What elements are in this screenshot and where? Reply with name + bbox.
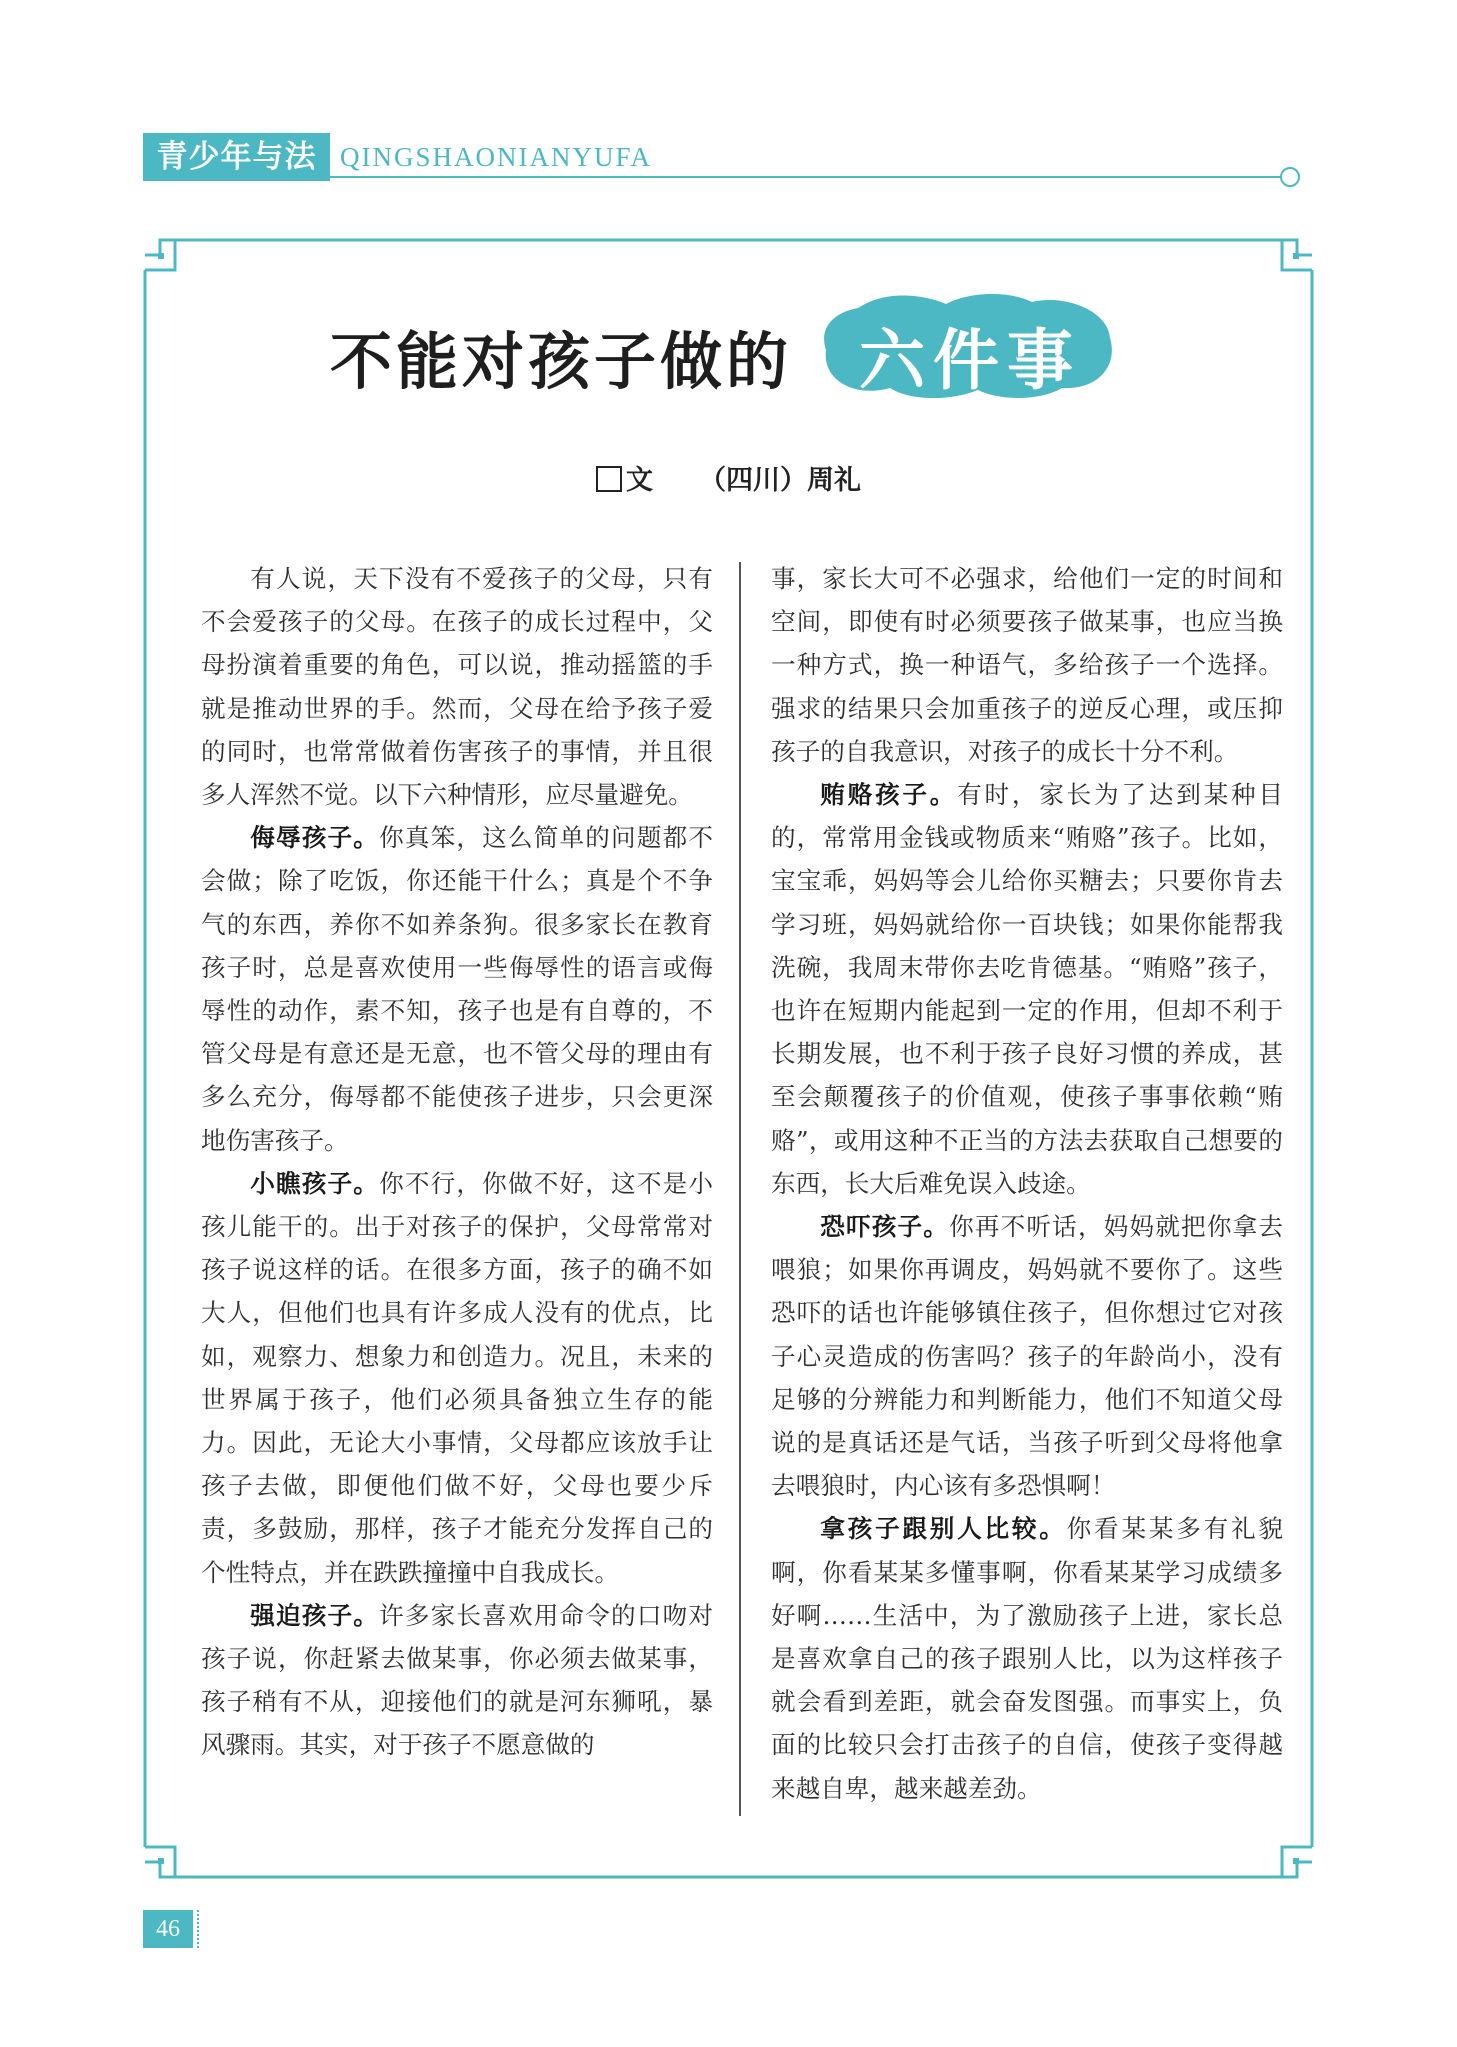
- byline-prefix: 文: [626, 465, 653, 496]
- section-heading: 贿赂孩子。: [820, 780, 958, 810]
- byline-author: （四川）周礼: [699, 465, 861, 496]
- section-body: 许多家长喜欢用命令的口吻对孩子说，你赶紧去做某事，你必须去做某事，孩子稍有不从，迎接他们的就是河东狮吼，暴风骤雨。其实，对于孩子不愿意做的: [201, 1600, 713, 1760]
- column-divider: [739, 562, 741, 1816]
- section-heading: 拿孩子跟别人比较。: [820, 1514, 1067, 1544]
- article-title-highlight: 六件事: [859, 322, 1081, 399]
- page-number: 46: [143, 1910, 193, 1948]
- section-heading: 强迫孩子。: [250, 1600, 380, 1630]
- section-paragraph: [201, 1162, 713, 1594]
- section-paragraph: [771, 1205, 1283, 1507]
- section-paragraph: [201, 816, 713, 1162]
- right-column: [771, 557, 1283, 1810]
- byline-box-icon: [596, 466, 622, 492]
- section-body: 你看某某多有礼貌啊，你看某某多懂事啊，你看某某学习成绩多好啊……生活中，为了激励孩子上进，家长总是喜欢拿自己的孩子跟别人比，以为这样孩子就会看到差距，就会奋发图强。而事实上，负面的比较只会打击孩子的自信，使孩子变得越来越自卑，越来越差劲。: [771, 1514, 1283, 1803]
- article-title: 不能对孩子做的: [330, 325, 793, 398]
- section-paragraph: [771, 773, 1283, 1205]
- section-body: 你真笨，这么简单的问题都不会做；除了吃饭，你还能干什么；真是个不争气的东西，养你不如养条狗。很多家长在教育孩子时，总是喜欢使用一些侮辱性的语言或侮辱性的动作，素不知，孩子也是有自尊的，不管父母是有意还是无意，也不管父母的理由有多么充分，侮辱都不能使孩子进步，只会更深地伤害孩子。: [201, 823, 713, 1155]
- section-heading: 侮辱孩子。: [250, 823, 380, 853]
- section-pinyin: QINGSHAONIANYUFA: [340, 142, 652, 172]
- section-body: 有时，家长为了达到某种目的，常常用金钱或物质来“贿赂”孩子。比如，宝宝乖，妈妈等会儿给你买糖去；只要你肯去学习班，妈妈就给你一百块钱；如果你能帮我洗碗，我周末带你去吃肯德基。“贿赂”孩子，也许在短期内能起到一定的作用，但却不利于长期发展，也不利于孩子良好习惯的养成，甚至会颠覆孩子的价值观，使孩子事事依赖“贿赂”，或用这种不正当的方法去获取自己想要的东西，长大后难免误入歧途。: [771, 780, 1283, 1198]
- section-paragraph: [771, 1507, 1283, 1809]
- continued-paragraph: 事，家长大可不必强求，给他们一定的时间和空间，即使有时必须要孩子做某事，也应当换一种方式，换一种语气，多给孩子一个选择。强求的结果只会加重孩子的逆反心理，或压抑孩子的自我意识，对孩子的成长十分不利。: [771, 564, 1283, 766]
- left-column: [201, 557, 713, 1767]
- section-body: 你再不听话，妈妈就把你拿去喂狼；如果你再调皮，妈妈就不要你了。这些恐吓的话也许能够镇住孩子，但你想过它对孩子心灵造成的伤害吗？孩子的年龄尚小，没有足够的分辨能力和判断能力，他们不知道父母说的是真话还是气话，当孩子听到父母将他拿去喂狼时，内心该有多恐惧啊！: [771, 1212, 1283, 1501]
- section-label: 青少年与法: [143, 133, 330, 181]
- section-heading: 小瞧孩子。: [250, 1168, 380, 1198]
- intro-paragraph: 有人说，天下没有不爱孩子的父母，只有不会爱孩子的父母。在孩子的成长过程中，父母扮演着重要的角色，可以说，推动摇篮的手就是推动世界的手。然而，父母在给予孩子爱的同时，也常常做着伤害孩子的事情，并且很多人浑然不觉。以下六种情形，应尽量避免。: [201, 564, 713, 810]
- page-number-dots: [197, 1910, 201, 1948]
- section-paragraph: [201, 1594, 713, 1767]
- byline: [0, 458, 1457, 497]
- section-heading: 恐吓孩子。: [820, 1212, 950, 1242]
- section-body: 你不行，你做不好，这不是小孩儿能干的。出于对孩子的保护，父母常常对孩子说这样的话。在很多方面，孩子的确不如大人，但他们也具有许多成人没有的优点，比如，观察力、想象力和创造力。况且，未来的世界属于孩子，他们必须具备独立生存的能力。因此，无论大小事情，父母都应该放手让孩子去做，即便他们做不好，父母也要少斥责，多鼓励，那样，孩子才能充分发挥自己的个性特点，并在跌跌撞撞中自我成长。: [201, 1168, 713, 1587]
